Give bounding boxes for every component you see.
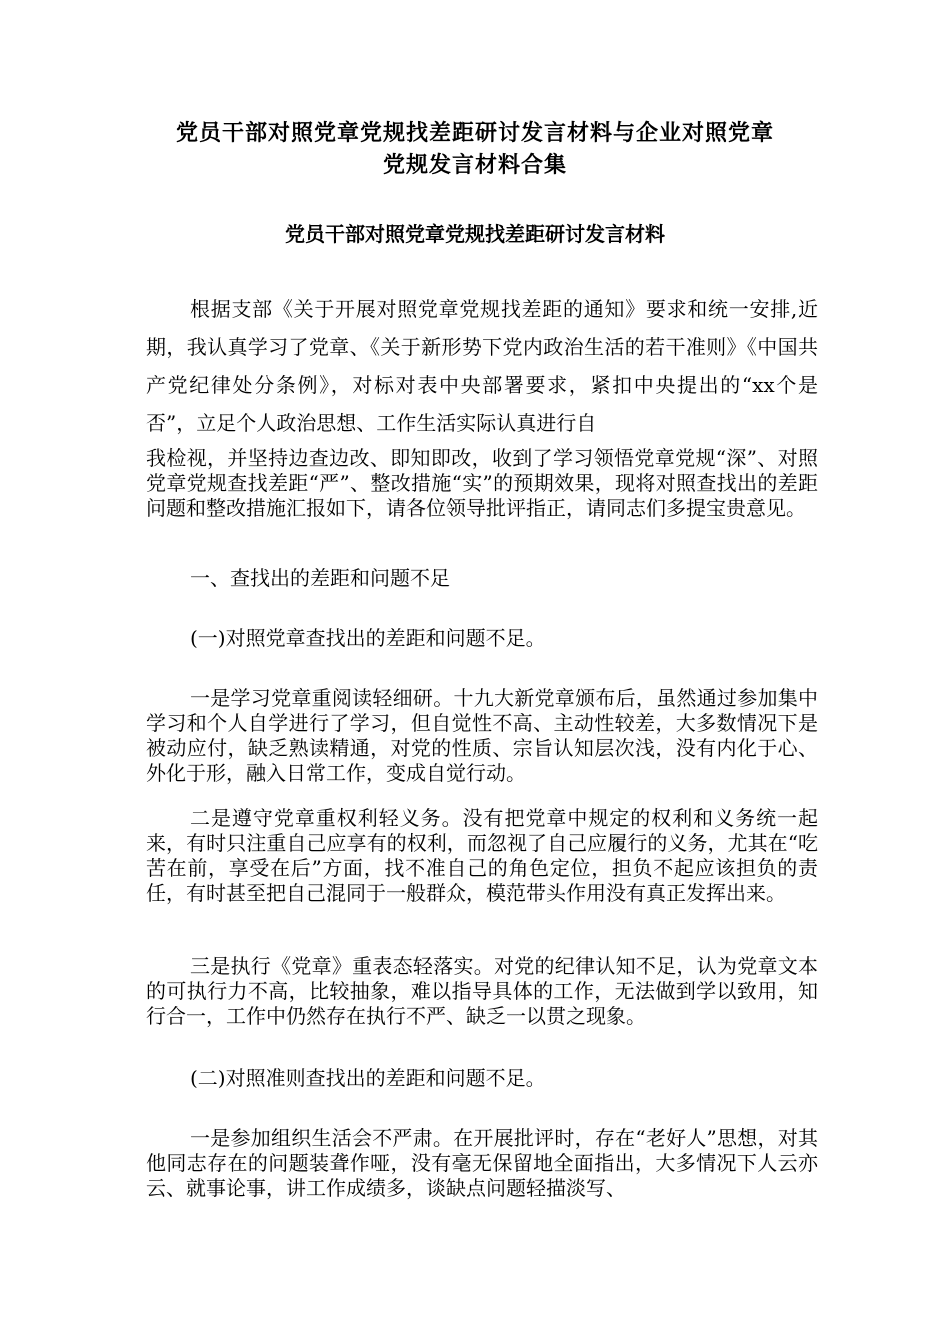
title-line-2: 党规发言材料合集 (382, 153, 567, 178)
paragraph-point-1: 一是学习党章重阅读轻细研。十九大新党章颁布后，虽然通过参加集中学习和个人自学进行了学习，但自觉性不高、主动性较差，大多数情况下是被动应付，缺乏熟读精通，对党的性质、宗旨认知层次浅，没有内化于心、外化于形，融入日常工作，变成自觉行动。 (146, 686, 818, 785)
paragraph-point-2: 二是遵守党章重权利轻义务。没有把党章中规定的权利和义务统一起来，有时只注重自己应享有的权利，而忽视了自己应履行的义务，尤其在“吃苦在前，享受在后”方面，找不准自己的角色定位，担负不起应该担负的责任，有时甚至把自己混同于一般群众，模范带头作用没有真正发挥出来。 (146, 806, 818, 905)
heading-section-1: 一、查找出的差距和问题不足 (190, 566, 450, 590)
paragraph-point-4: 一是参加组织生活会不严肃。在开展批评时，存在“老好人”思想，对其他同志存在的问题装聋作哑，没有毫无保留地全面指出，大多情况下人云亦云、就事论事，讲工作成绩多，谈缺点问题轻描淡写、 (146, 1126, 818, 1200)
paragraph-intro-continued: 我检视，并坚持边查边改、即知即改，收到了学习领悟党章党规“深”、对照党章党规查找差距“严”、整改措施“实”的预期效果，现将对照查找出的差距问题和整改措施汇报如下，请各位领导批评指正，请同志们多提宝贵意见。 (146, 446, 818, 520)
document-title (130, 118, 820, 182)
heading-subsection-2: (二)对照准则查找出的差距和问题不足。 (190, 1066, 546, 1090)
section-subtitle: 党员干部对照党章党规找差距研讨发言材料 (285, 222, 665, 246)
title-line-1: 党员干部对照党章党规找差距研讨发言材料与企业对照党章 (175, 121, 774, 146)
heading-subsection-1: (一)对照党章查找出的差距和问题不足。 (190, 626, 546, 650)
paragraph-intro: 根据支部《关于开展对照党章党规找差距的通知》要求和统一安排,近期，我认真学习了党章、《关于新形势下党内政治生活的若干准则》《中国共产党纪律处分条例》，对标对表中央部署要求，紧扣中央提出的“xx个是否”，立足个人政治思想、工作生活实际认真进行自 (146, 297, 818, 435)
paragraph-point-3: 三是执行《党章》重表态轻落实。对党的纪律认知不足，认为党章文本的可执行力不高，比较抽象，难以指导具体的工作，无法做到学以致用，知行合一，工作中仍然存在执行不严、缺乏一以贯之现象。 (146, 954, 818, 1028)
